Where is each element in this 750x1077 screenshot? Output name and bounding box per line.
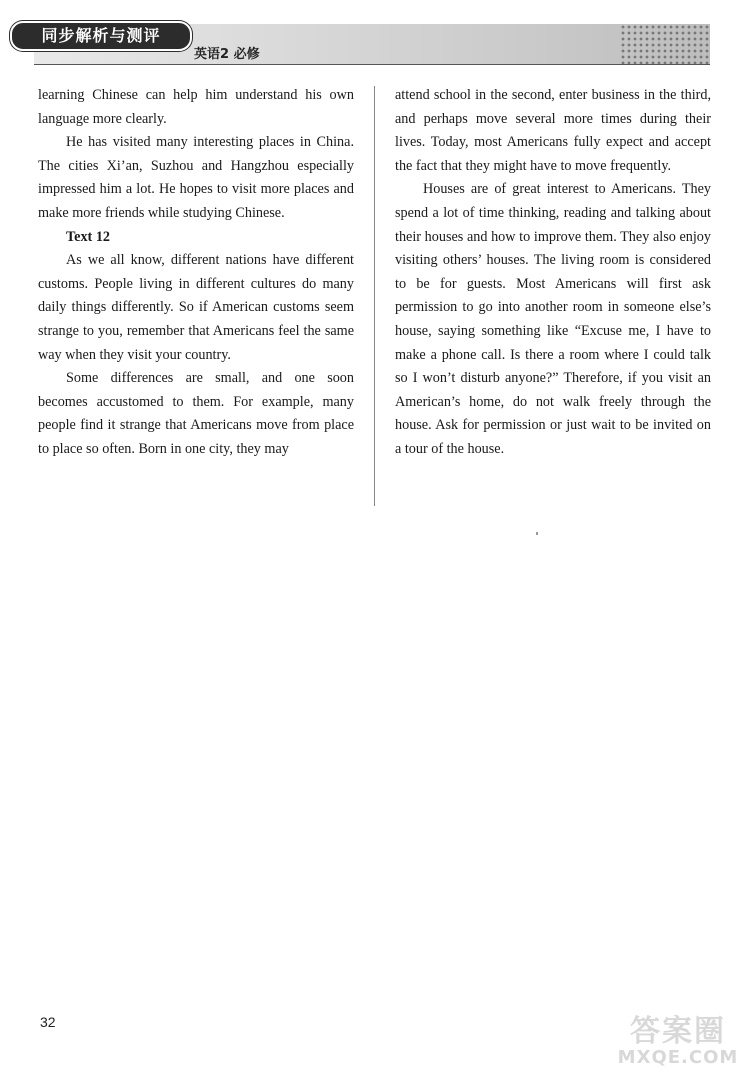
paragraph: Some differences are small, and one soon becomes accustomed to them. For example, many people find it strange that Americans move from place to place so often. Born in one city, they may — [38, 370, 354, 457]
paragraph: Houses are of great interest to Americans. They spend a lot of time thinking, reading and talking about their houses and how to improve them. They also enjoy visiting others’ houses. The living room is considered to be for guests. Most Americans will first ask permission to go into another room in someone else’s house, saying something like “Excuse me, I have to make a phone call. Is there a room where I could talk so I won’t disturb anyone?” Therefore, if you visit an American’s home, do not walk freely through the house. Ask for permission or just wait to be invited on a tour of the house. — [395, 181, 711, 457]
watermark-url: MXQE.COM — [617, 1047, 739, 1068]
series-title: 同步解析与测评 — [10, 21, 192, 51]
site-watermark — [612, 1016, 744, 1072]
paragraph-continuation: learning Chinese can help him understand his own language more clearly. — [38, 87, 354, 127]
scan-speck — [536, 532, 538, 535]
paragraph: He has visited many interesting places in China. The cities Xi’an, Suzhou and Hangzhou especially impressed him a lot. He hopes to visit more places and make more friends while studying Chinese. — [38, 134, 354, 221]
header-dot-pattern — [620, 24, 710, 64]
right-column — [395, 84, 711, 462]
book-subtitle: 英语2 必修 — [194, 47, 260, 62]
paragraph: As we all know, different nations have different customs. People living in different cultures do many daily things differently. So if American customs seem strange to you, remember that Americans feel the same way when they visit your country. — [38, 252, 354, 363]
page-number: 32 — [40, 1014, 56, 1030]
paragraph-continuation: attend school in the second, enter business in the third, and perhaps move several more times during their lives. Today, most Americans fully expect and accept the fact that they might have to move frequently. — [395, 87, 711, 174]
column-divider — [374, 86, 375, 506]
header-rule — [34, 64, 710, 65]
section-heading: Text 12 — [66, 228, 111, 245]
watermark-logo-text: 答案圈 — [630, 1014, 726, 1049]
left-column — [38, 84, 354, 462]
